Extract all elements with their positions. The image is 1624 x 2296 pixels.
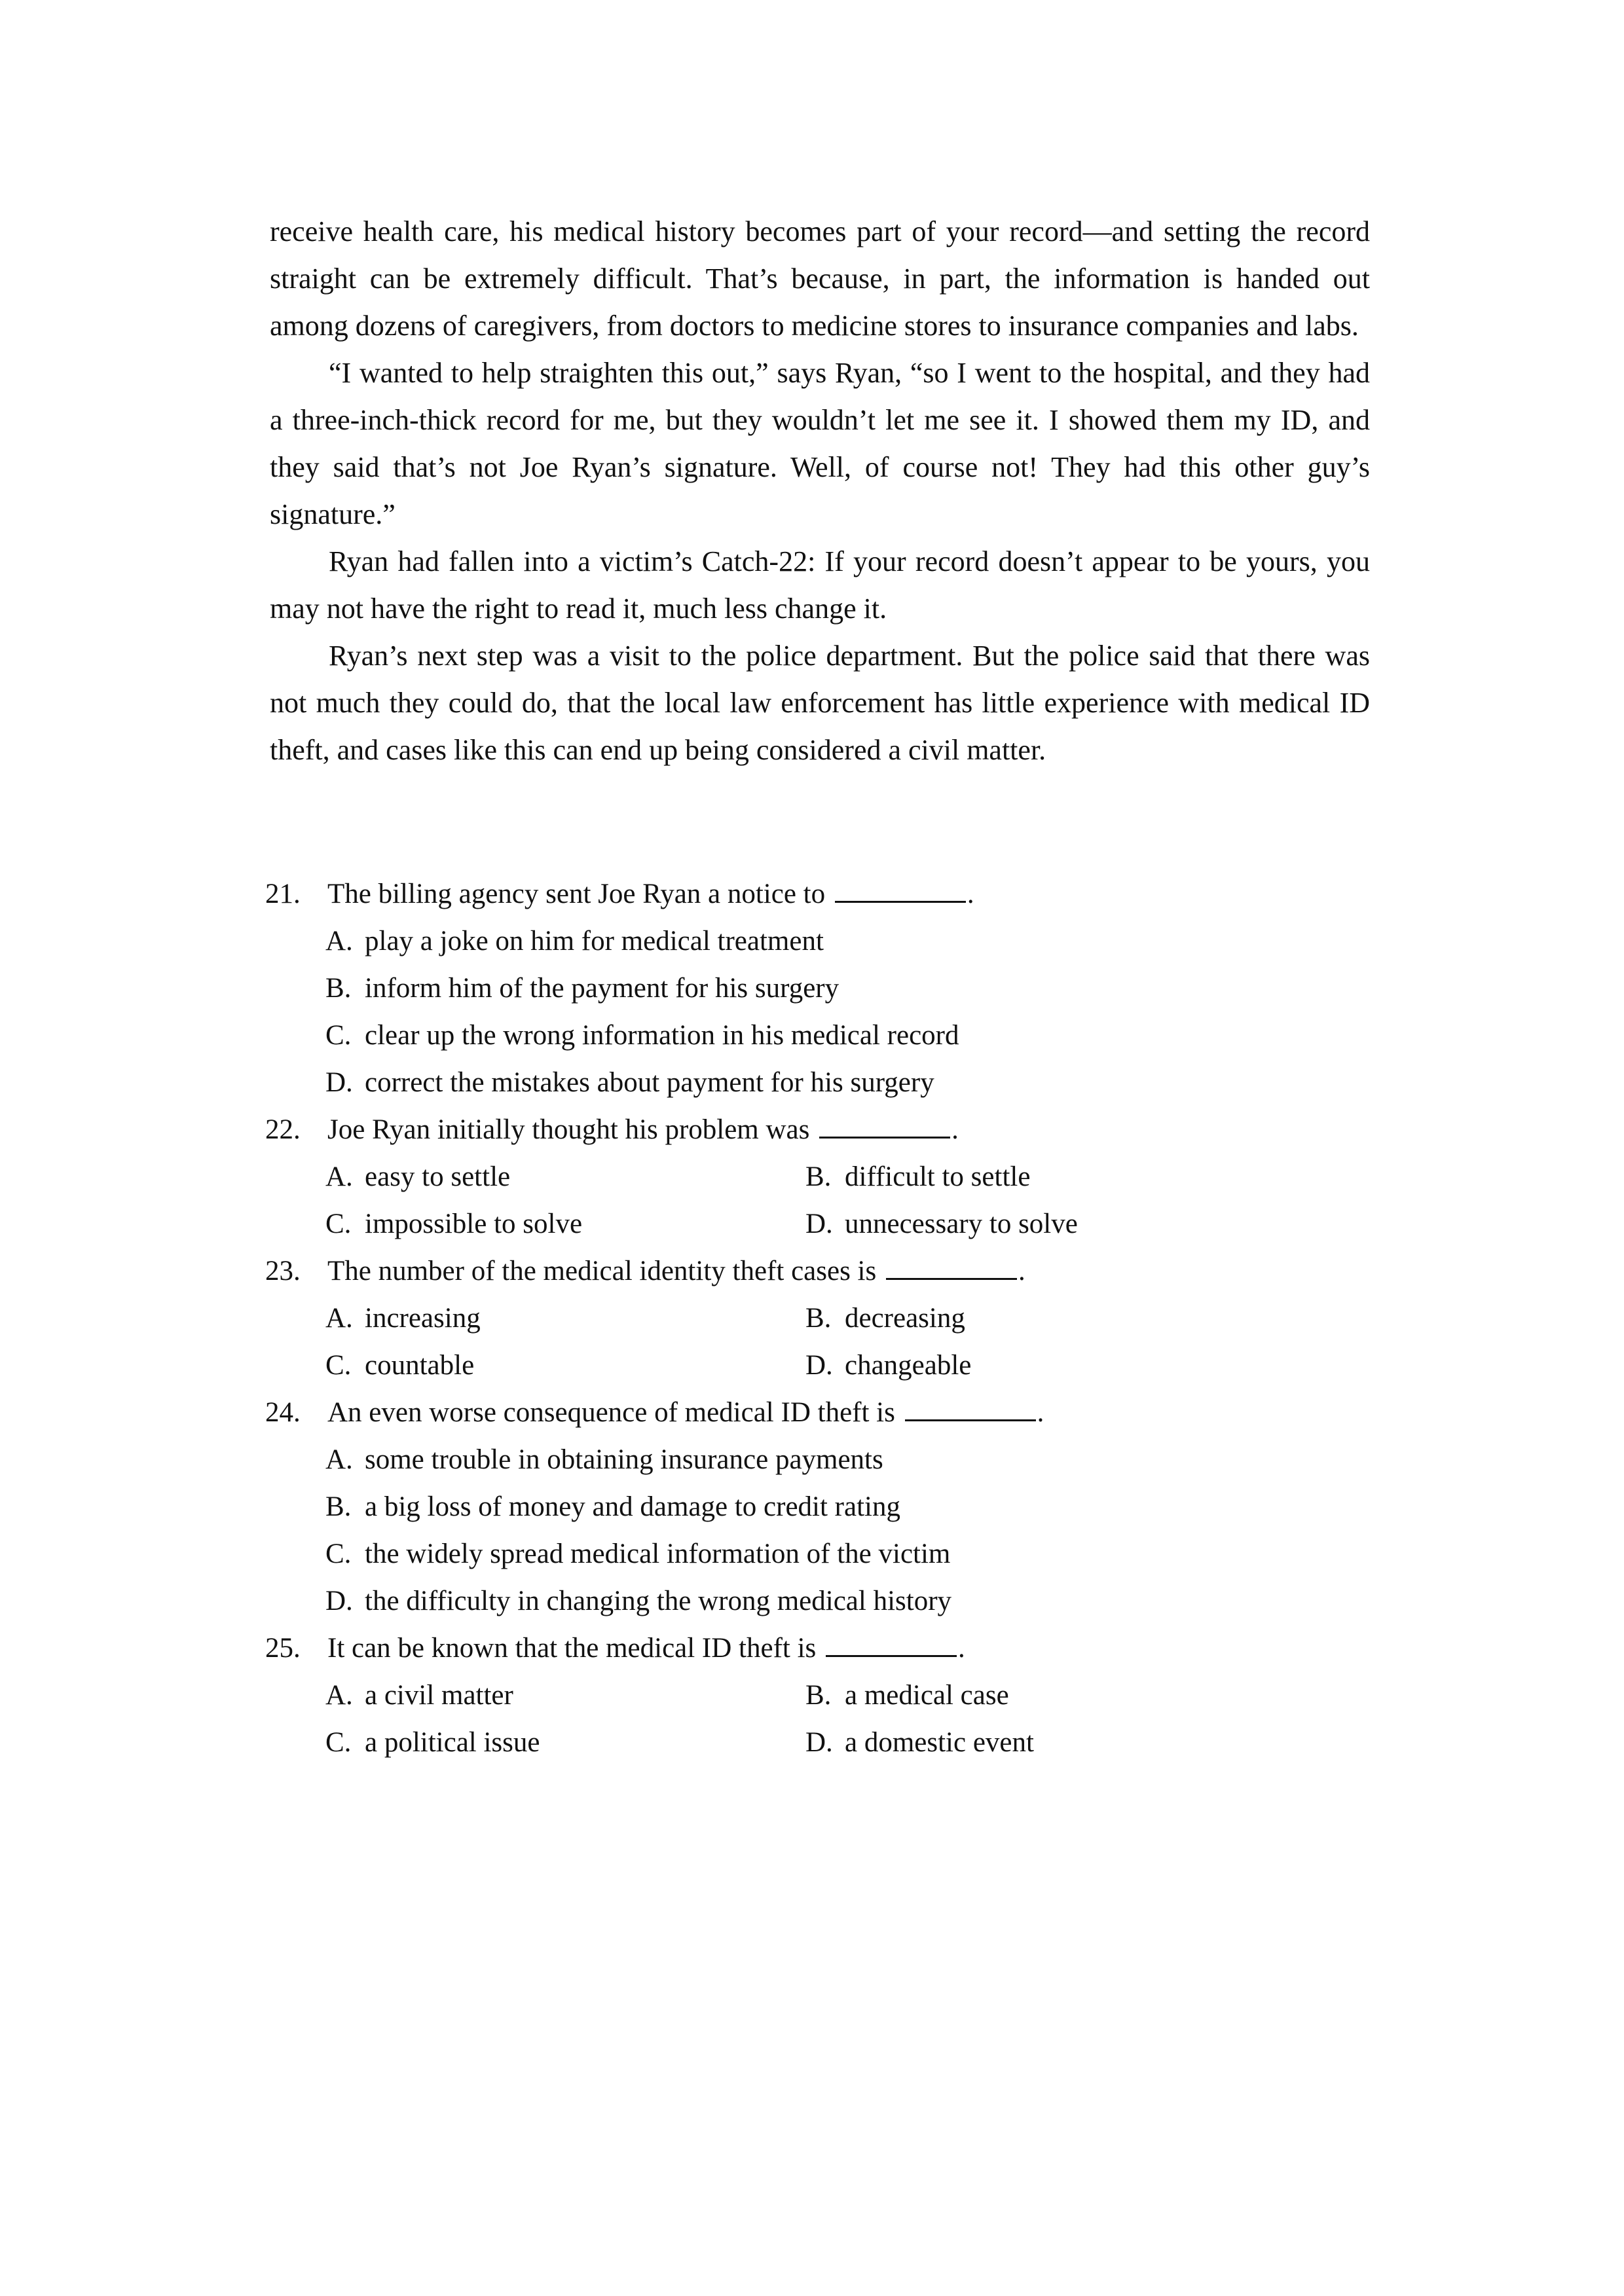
option-letter: B.: [805, 1161, 832, 1192]
option-letter: C.: [325, 1020, 352, 1051]
option-d[interactable]: [325, 1578, 951, 1625]
option-letter: A.: [325, 1444, 353, 1475]
option-letter: B.: [325, 973, 352, 1004]
option-text: increasing: [365, 1303, 481, 1334]
option-text: a domestic event: [845, 1727, 1034, 1758]
option-a[interactable]: [325, 918, 824, 965]
option-letter: D.: [325, 1067, 353, 1098]
question-stem: 22. Joe Ryan initially thought his problem was .: [265, 1106, 1392, 1154]
option-text: some trouble in obtaining insurance payments: [365, 1444, 883, 1475]
passage-paragraph-3: Ryan had fallen into a victim’s Catch-22: If your record doesn’t appear to be yours, you may not have the right to read it, much less change it.: [270, 545, 1370, 625]
option-letter: D.: [805, 1209, 833, 1239]
question-text: The number of the medical identity theft cases is: [327, 1256, 877, 1286]
question-number: 25.: [265, 1633, 301, 1664]
answer-blank[interactable]: [835, 880, 966, 903]
answer-blank[interactable]: [886, 1257, 1017, 1280]
question-text: Joe Ryan initially thought his problem was: [327, 1114, 810, 1145]
option-text: easy to settle: [365, 1161, 511, 1192]
option-text: the difficulty in changing the wrong medical history: [365, 1586, 952, 1616]
option-d[interactable]: [805, 1201, 1078, 1248]
option-letter: C.: [325, 1727, 352, 1758]
option-c[interactable]: [325, 1201, 805, 1248]
option-text: play a joke on him for medical treatment: [365, 926, 824, 957]
answer-blank[interactable]: [905, 1398, 1036, 1421]
question-25: [265, 1625, 1392, 1766]
passage-paragraph-2: “I wanted to help straighten this out,” says Ryan, “so I went to the hospital, and they had a three-inch-thick record for me, but they wouldn’t let me see it. I showed them my ID, and they said that’s not Joe Ryan’s signature. Well, of course not! They had this other guy’s signature.”: [270, 357, 1370, 530]
option-letter: B.: [325, 1491, 352, 1522]
option-text: clear up the wrong information in his medical record: [365, 1020, 959, 1051]
question-24: [265, 1389, 1392, 1625]
option-list: [265, 1154, 1392, 1248]
option-letter: D.: [805, 1350, 833, 1381]
option-text: changeable: [845, 1350, 972, 1381]
question-stem: 25. It can be known that the medical ID theft is .: [265, 1625, 1392, 1672]
question-22: [265, 1106, 1392, 1248]
option-letter: B.: [805, 1680, 832, 1711]
option-letter: C.: [325, 1350, 352, 1381]
option-letter: C.: [325, 1209, 352, 1239]
question-number: 22.: [265, 1114, 301, 1145]
passage-paragraph-1: receive health care, his medical history becomes part of your record—and setting the record straight can be extremely difficult. That’s because, in part, the information is handed out among dozens of caregivers, from doctors to medicine stores to insurance companies and labs.: [270, 215, 1370, 342]
option-b[interactable]: [325, 965, 839, 1012]
answer-blank[interactable]: [819, 1116, 950, 1139]
option-text: correct the mistakes about payment for his surgery: [365, 1067, 934, 1098]
answer-blank[interactable]: [826, 1634, 957, 1657]
option-letter: B.: [805, 1303, 832, 1334]
option-b[interactable]: [805, 1672, 1009, 1719]
question-stem: 21. The billing agency sent Joe Ryan a notice to .: [265, 871, 1392, 918]
option-letter: A.: [325, 1680, 353, 1711]
option-list: [265, 1436, 1392, 1625]
option-text: a medical case: [845, 1680, 1009, 1711]
question-number: 24.: [265, 1397, 301, 1428]
option-letter: D.: [325, 1586, 353, 1616]
option-c[interactable]: [325, 1012, 959, 1059]
reading-passage: [270, 208, 1370, 774]
option-text: inform him of the payment for his surgery: [365, 973, 840, 1004]
option-text: the widely spread medical information of the victim: [365, 1539, 951, 1569]
passage-paragraph-4: Ryan’s next step was a visit to the police department. But the police said that there was not much they could do, that the local law enforcement has little experience with medical ID theft, and cases like this can end up being considered a civil matter.: [270, 640, 1370, 766]
option-b[interactable]: [805, 1295, 965, 1342]
option-d[interactable]: [325, 1059, 934, 1106]
question-number: 23.: [265, 1256, 301, 1286]
option-c[interactable]: [325, 1719, 805, 1766]
option-text: difficult to settle: [845, 1161, 1031, 1192]
option-text: impossible to solve: [365, 1209, 583, 1239]
question-text: An even worse consequence of medical ID theft is: [327, 1397, 895, 1428]
option-letter: C.: [325, 1539, 352, 1569]
option-text: decreasing: [845, 1303, 965, 1334]
option-text: unnecessary to solve: [845, 1209, 1078, 1239]
option-a[interactable]: [325, 1436, 883, 1484]
question-text: The billing agency sent Joe Ryan a notice to: [327, 879, 826, 909]
option-a[interactable]: [325, 1154, 805, 1201]
option-c[interactable]: [325, 1531, 950, 1578]
option-a[interactable]: [325, 1672, 805, 1719]
option-b[interactable]: [805, 1154, 1030, 1201]
option-c[interactable]: [325, 1342, 805, 1389]
option-list: [265, 1672, 1392, 1766]
question-stem: 23. The number of the medical identity theft cases is .: [265, 1248, 1392, 1295]
question-number: 21.: [265, 879, 301, 909]
option-text: countable: [365, 1350, 475, 1381]
option-letter: A.: [325, 1161, 353, 1192]
option-d[interactable]: [805, 1342, 971, 1389]
option-letter: A.: [325, 926, 353, 957]
option-a[interactable]: [325, 1295, 805, 1342]
option-letter: A.: [325, 1303, 353, 1334]
option-text: a political issue: [365, 1727, 540, 1758]
option-letter: D.: [805, 1727, 833, 1758]
question-stem: 24. An even worse consequence of medical ID theft is .: [265, 1389, 1392, 1436]
option-d[interactable]: [805, 1719, 1034, 1766]
option-b[interactable]: [325, 1484, 900, 1531]
question-23: [265, 1248, 1392, 1389]
option-list: [265, 1295, 1392, 1389]
option-text: a civil matter: [365, 1680, 513, 1711]
question-21: [265, 871, 1392, 1106]
question-text: It can be known that the medical ID theft is: [327, 1633, 817, 1664]
option-list: [265, 918, 1392, 1106]
question-list: [265, 871, 1392, 1766]
option-text: a big loss of money and damage to credit rating: [365, 1491, 900, 1522]
